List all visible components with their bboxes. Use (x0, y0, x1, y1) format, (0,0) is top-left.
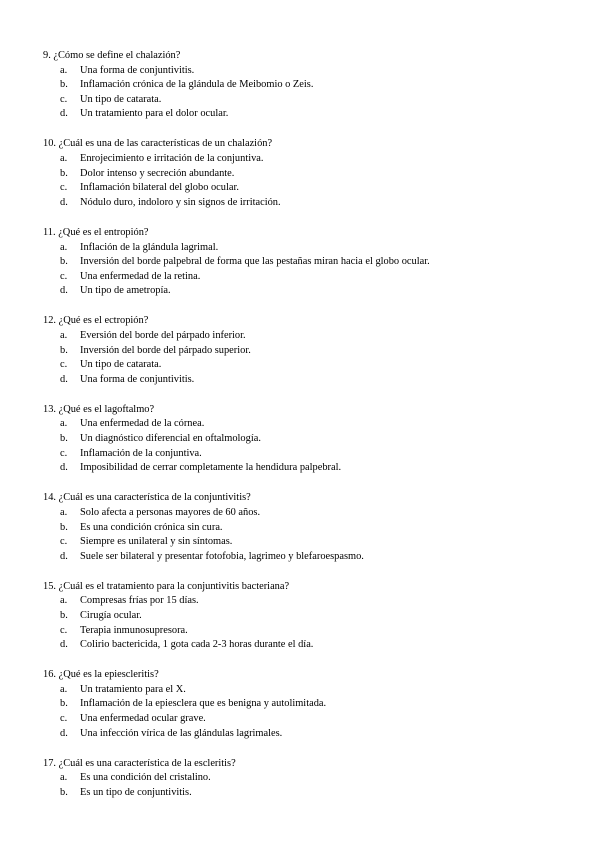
answer-option (43, 270, 600, 285)
option-text: Dolor intenso y secreción abundante. (80, 167, 235, 179)
option-letter: b. (60, 167, 68, 179)
option-letter: c. (60, 359, 68, 371)
option-text: Una enfermedad de la córnea. (80, 418, 205, 430)
option-text: Siempre es unilateral y sin síntomas. (80, 536, 233, 548)
option-letter: d. (60, 462, 68, 474)
option-text: Nódulo duro, indoloro y sin signos de irritación. (80, 196, 281, 208)
option-text: Una forma de conjuntivitis. (80, 64, 195, 76)
option-text: Un diagnóstico diferencial en oftalmología. (80, 433, 261, 445)
answer-option (43, 594, 600, 609)
answer-options-list (43, 594, 600, 652)
answer-options-list (43, 241, 600, 299)
answer-option (43, 786, 600, 801)
option-text: Inflación de la glándula lagrimal. (80, 241, 219, 253)
option-letter: b. (60, 344, 68, 356)
question-title: 15. ¿Cuál es el tratamiento para la conjuntivitis bacteriana? (43, 580, 290, 592)
answer-option (43, 432, 600, 447)
answer-option (43, 241, 600, 256)
answer-option (43, 535, 600, 550)
answer-options-list (43, 329, 600, 387)
option-letter: a. (60, 506, 68, 518)
option-text: Imposibilidad de cerrar completamente la hendidura palpebral. (80, 462, 342, 474)
option-text: Un tipo de ametropía. (80, 285, 171, 297)
answer-options-list (43, 152, 600, 210)
option-letter: d. (60, 727, 68, 739)
answer-options-list (43, 506, 600, 564)
option-letter: a. (60, 683, 68, 695)
question-title: 12. ¿Qué es el ectropión? (43, 315, 149, 327)
option-letter: a. (60, 595, 68, 607)
answer-option (43, 712, 600, 727)
option-text: Inflamación crónica de la glándula de Meibomio o Zeis. (80, 79, 314, 91)
option-text: Una enfermedad ocular grave. (80, 713, 206, 725)
option-letter: c. (60, 447, 68, 459)
option-letter: a. (60, 153, 68, 165)
answer-option (43, 683, 600, 698)
option-letter: b. (60, 610, 68, 621)
answer-option (43, 373, 600, 388)
question-block (43, 226, 600, 299)
answer-options-list (43, 771, 600, 800)
option-text: Inversión del borde del párpado superior. (80, 344, 251, 356)
option-text: Eversión del borde del párpado inferior. (80, 330, 246, 341)
option-letter: c. (60, 536, 68, 548)
answer-option (43, 93, 600, 108)
answer-option (43, 550, 600, 565)
question-title: 11. ¿Qué es el entropión? (43, 226, 149, 238)
answer-option (43, 461, 600, 476)
answer-option (43, 624, 600, 639)
option-text: Un tratamiento para el dolor ocular. (80, 108, 229, 120)
option-letter: d. (60, 639, 68, 651)
option-letter: b. (60, 786, 68, 798)
answer-option (43, 609, 600, 624)
question-block (43, 491, 600, 564)
question-title: 10. ¿Cuál es una de las características de un chalazión? (43, 138, 273, 150)
answer-option (43, 638, 600, 653)
option-letter: d. (60, 550, 68, 562)
question-block (43, 668, 600, 741)
option-letter: b. (60, 521, 68, 533)
question-title: 14. ¿Cuál es una característica de la conjuntivitis? (43, 492, 251, 504)
answer-option (43, 506, 600, 521)
option-text: Una infección vírica de las glándulas lagrimales. (80, 727, 283, 739)
answer-option (43, 727, 600, 742)
answer-options-list (43, 64, 600, 122)
answer-option (43, 447, 600, 462)
question-block (43, 580, 600, 653)
answer-option (43, 107, 600, 122)
option-text: Inversión del borde palpebral de forma que las pestañas miran hacia el globo ocular. (80, 256, 430, 268)
answer-option (43, 344, 600, 359)
answer-option (43, 152, 600, 167)
option-letter: b. (60, 433, 68, 445)
option-letter: a. (60, 241, 68, 253)
option-letter: b. (60, 698, 68, 710)
answer-option (43, 697, 600, 712)
answer-option (43, 284, 600, 299)
option-letter: d. (60, 108, 68, 120)
option-text: Un tipo de catarata. (80, 93, 162, 105)
question-title: 16. ¿Qué es la epiescleritis? (43, 669, 159, 681)
question-block (43, 757, 600, 801)
answer-option (43, 78, 600, 93)
option-text: Es una condición crónica sin cura. (80, 521, 223, 533)
option-letter: b. (60, 256, 68, 268)
option-text: Colirio bactericida, 1 gota cada 2-3 horas durante el día. (80, 639, 314, 651)
option-text: Solo afecta a personas mayores de 60 años. (80, 506, 261, 518)
option-text: Terapia inmunosupresora. (80, 624, 188, 636)
question-block (43, 49, 600, 122)
question-block (43, 314, 600, 387)
option-text: Enrojecimiento e irritación de la conjuntiva. (80, 153, 264, 165)
answer-option (43, 417, 600, 432)
option-letter: c. (60, 182, 68, 194)
option-letter: a. (60, 64, 68, 76)
answer-option (43, 64, 600, 79)
option-letter: a. (60, 418, 68, 430)
question-block (43, 403, 600, 476)
answer-option (43, 358, 600, 373)
answer-options-list (43, 683, 600, 741)
option-text: Inflamación bilateral del globo ocular. (80, 182, 239, 194)
option-letter: c. (60, 93, 68, 105)
option-letter: c. (60, 624, 68, 636)
option-text: Compresas frías por 15 días. (80, 595, 199, 607)
option-letter: d. (60, 196, 68, 208)
option-letter: d. (60, 285, 68, 297)
option-text: Una enfermedad de la retina. (80, 270, 201, 282)
option-text: Un tipo de catarata. (80, 359, 162, 371)
option-text: Inflamación de la epiesclera que es benigna y autolimitada. (80, 698, 327, 710)
option-letter: d. (60, 373, 68, 385)
answer-option (43, 196, 600, 211)
option-letter: c. (60, 713, 68, 725)
option-letter: c. (60, 270, 68, 282)
answer-option (43, 521, 600, 536)
option-text: Es una condición del cristalino. (80, 772, 211, 784)
option-text: Un tratamiento para el X. (80, 683, 186, 695)
option-text: Cirugía ocular. (80, 610, 142, 621)
option-text: Inflamación de la conjuntiva. (80, 447, 202, 459)
option-letter: a. (60, 330, 68, 341)
option-text: Es un tipo de conjuntivitis. (80, 786, 192, 798)
option-letter: b. (60, 79, 68, 91)
question-title: 17. ¿Cuál es una característica de la escleritis? (43, 757, 236, 769)
option-letter: a. (60, 772, 68, 784)
answer-option (43, 255, 600, 270)
question-title: 9. ¿Cómo se define el chalazión? (43, 50, 181, 61)
option-text: Una forma de conjuntivitis. (80, 373, 195, 385)
answer-option (43, 181, 600, 196)
question-title: 13. ¿Qué es el lagoftalmo? (43, 403, 155, 415)
answer-option (43, 771, 600, 786)
answer-options-list (43, 417, 600, 475)
answer-option (43, 329, 600, 344)
question-block (43, 137, 600, 210)
answer-option (43, 167, 600, 182)
option-text: Suele ser bilateral y presentar fotofobia, lagrimeo y blefaroespasmo. (80, 550, 364, 562)
